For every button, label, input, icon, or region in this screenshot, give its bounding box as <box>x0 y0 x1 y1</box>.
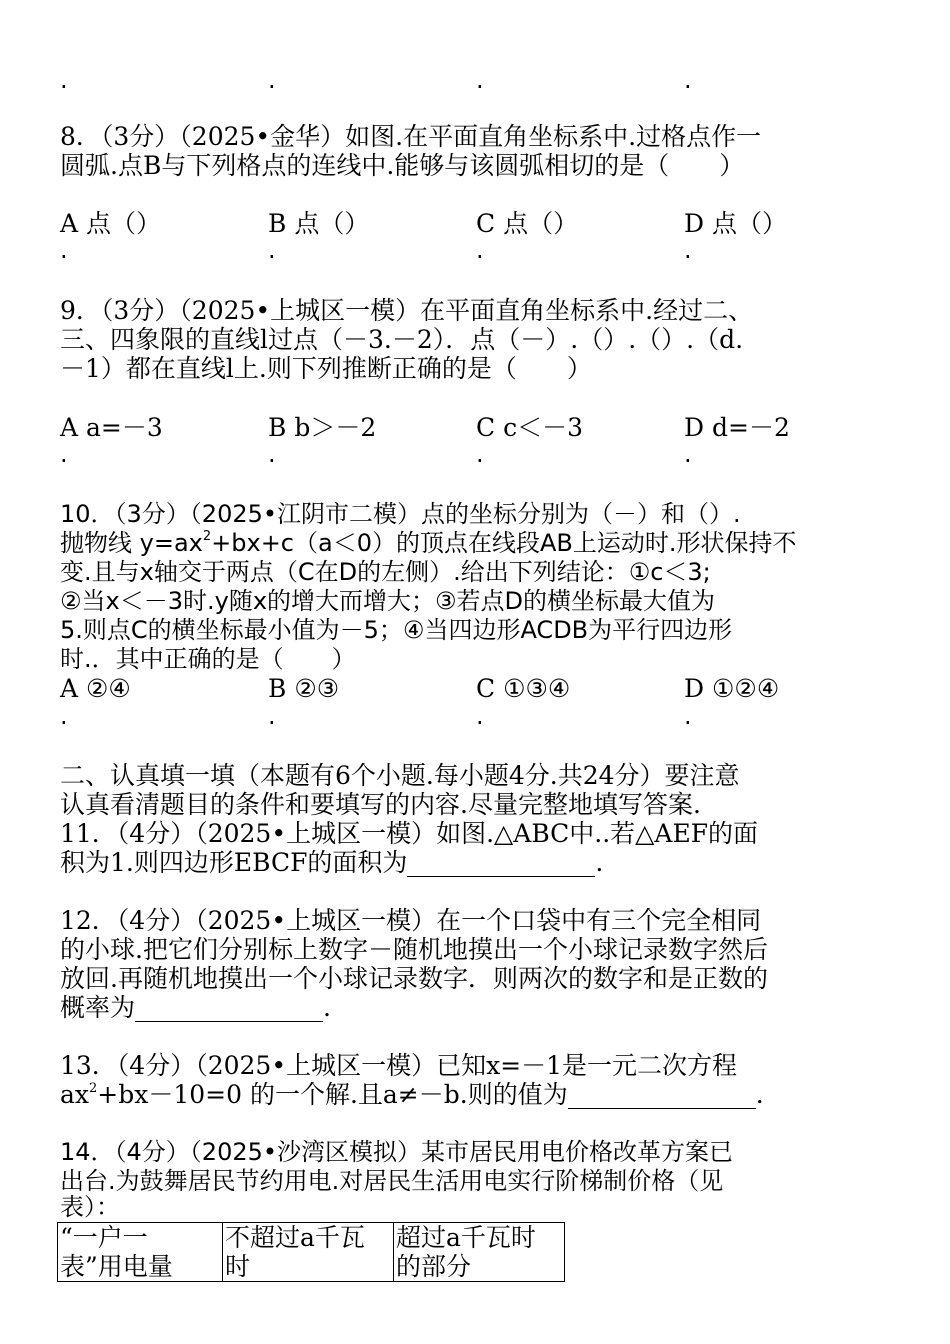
q12-answer-blank[interactable] <box>135 997 323 1022</box>
cell-text-line: 超过a千瓦时 <box>396 1223 536 1252</box>
q9-dots-row <box>60 440 920 468</box>
q10-line-5: 5.则点C的横坐标最小值为－5；④当四边形ACDB为平行四边形 <box>60 616 733 644</box>
q10-dots-row <box>60 702 920 730</box>
q10-option-d[interactable]: D ①②④ <box>684 674 780 703</box>
q9-option-c[interactable]: C c＜－3 <box>476 413 583 442</box>
dot: . <box>684 236 692 264</box>
dot: . <box>476 440 484 468</box>
dot: . <box>60 66 68 94</box>
q8-option-a[interactable]: A 点（） <box>60 209 162 238</box>
q8-line-2: 圆弧.点B与下列格点的连线中.能够与该圆弧相切的是（ ） <box>60 151 745 180</box>
dot: . <box>268 440 276 468</box>
q9-option-b[interactable]: B b＞－2 <box>268 413 377 442</box>
q9-line-1: 9．（3分）（2025•上城区一模）在平面直角坐标系中.经过二、 <box>60 296 754 325</box>
q12-end: . <box>323 993 331 1022</box>
q10-line-2-post: +bx+c（a＜0）的顶点在线段AB上运动时.形状保持不 <box>211 529 797 557</box>
q13-end: . <box>755 1080 764 1109</box>
q10-exponent: 2 <box>202 529 212 544</box>
q8-line-1: 8．（3分）（2025•金华）如图.在平面直角坐标系中.过格点作一 <box>60 122 762 151</box>
q8-option-c[interactable]: C 点（） <box>476 209 579 238</box>
q10-line-2-pre: 抛物线 y=ax <box>60 529 203 557</box>
dot: . <box>684 440 692 468</box>
q8-option-b[interactable]: B 点（） <box>268 209 370 238</box>
q13-line-2-pre: ax <box>60 1080 90 1109</box>
q11-line-2-text: 积为1.则四边形EBCF的面积为 <box>60 848 408 877</box>
dot: . <box>268 236 276 264</box>
q10-option-c[interactable]: C ①③④ <box>476 674 571 703</box>
cell-text-line: 时 <box>225 1252 251 1281</box>
dot: . <box>60 702 68 730</box>
q8-option-d[interactable]: D 点（） <box>684 209 787 238</box>
q14-line-3: 表）： <box>60 1193 120 1221</box>
q11-line-2 <box>60 848 603 877</box>
dot: . <box>268 66 276 94</box>
q10-line-6: 时.．其中正确的是（ ） <box>60 645 356 673</box>
table-cell-not-exceed <box>223 1223 394 1282</box>
dot: . <box>476 702 484 730</box>
q10-option-b[interactable]: B ②③ <box>268 674 340 703</box>
q10-option-a[interactable]: A ②④ <box>60 674 131 703</box>
dot: . <box>268 702 276 730</box>
q10-line-3: 变.且与x轴交于两点（C在D的左侧）.给出下列结论：①c＜3; <box>60 558 711 586</box>
table-cell-exceed <box>394 1223 565 1282</box>
q11-end: . <box>595 848 604 877</box>
dot: . <box>60 236 68 264</box>
cell-text-line: 的部分 <box>396 1252 472 1281</box>
q9-option-d[interactable]: D d=－2 <box>684 413 790 442</box>
q13-line-2 <box>60 1080 764 1109</box>
q13-line-1: 13．（4分）（2025•上城区一模）已知x=－1是一元二次方程 <box>60 1051 738 1080</box>
q12-line-1: 12．（4分）（2025•上城区一模）在一个口袋中有三个完全相同 <box>60 906 762 935</box>
cell-text-line: 表”用电量 <box>60 1252 173 1281</box>
q9-line-3: －1）都在直线l上.则下列推断正确的是（ ） <box>60 354 592 383</box>
cell-text-line: 不超过a千瓦 <box>225 1223 365 1252</box>
q11-answer-blank[interactable] <box>407 852 595 877</box>
q14-line-2: 出台.为鼓舞居民节约用电.对居民生活用电实行阶梯制价格（见 <box>60 1167 724 1195</box>
q14-line-1: 14．（4分）（2025•沙湾区模拟）某市居民用电价格改革方案已 <box>60 1138 734 1166</box>
q11-line-1: 11．（4分）（2025•上城区一模）如图.△ABC中..若△AEF的面 <box>60 819 759 848</box>
section-2-heading-line-2: 认真看清题目的条件和要填写的内容.尽量完整地填写答案. <box>60 790 701 819</box>
dot: . <box>476 236 484 264</box>
dot: . <box>60 440 68 468</box>
q12-line-2: 的小球.把它们分别标上数字－随机地摸出一个小球记录数字然后 <box>60 935 768 964</box>
q13-exponent: 2 <box>89 1080 98 1096</box>
section-2-heading-line-1: 二、认真填一填（本题有6个小题.每小题4分.共24分）要注意 <box>60 761 740 790</box>
q10-line-1: 10．（3分）（2025•江阴市二模）点的坐标分别为（－）和（）. <box>60 500 741 528</box>
q10-line-2 <box>60 529 796 558</box>
q10-line-4: ②当x＜－3时.y随x的增大而增大；③若点D的横坐标最大值为 <box>60 587 716 615</box>
q13-line-2-post: +bx－10=0 的一个解.且a≠－b.则的值为 <box>97 1080 568 1109</box>
q12-line-3: 放回.再随机地摸出一个小球记录数字．则两次的数字和是正数的 <box>60 964 768 993</box>
electricity-price-table <box>57 1222 565 1282</box>
dot: . <box>684 66 692 94</box>
table-row <box>58 1223 565 1282</box>
cell-text-line: “一户一 <box>60 1223 148 1252</box>
q9-line-2: 三、四象限的直线l过点（－3.－2）．点（－）.（）.（）.（d. <box>60 325 744 354</box>
q12-line-4 <box>60 993 331 1022</box>
table-cell-usage <box>58 1223 223 1282</box>
q12-line-4-text: 概率为 <box>60 993 136 1022</box>
q9-option-a[interactable]: A a=－3 <box>60 413 163 442</box>
top-dots-row <box>60 66 920 94</box>
q8-dots-row <box>60 236 920 264</box>
dot: . <box>684 702 692 730</box>
q13-answer-blank[interactable] <box>568 1084 756 1109</box>
dot: . <box>476 66 484 94</box>
